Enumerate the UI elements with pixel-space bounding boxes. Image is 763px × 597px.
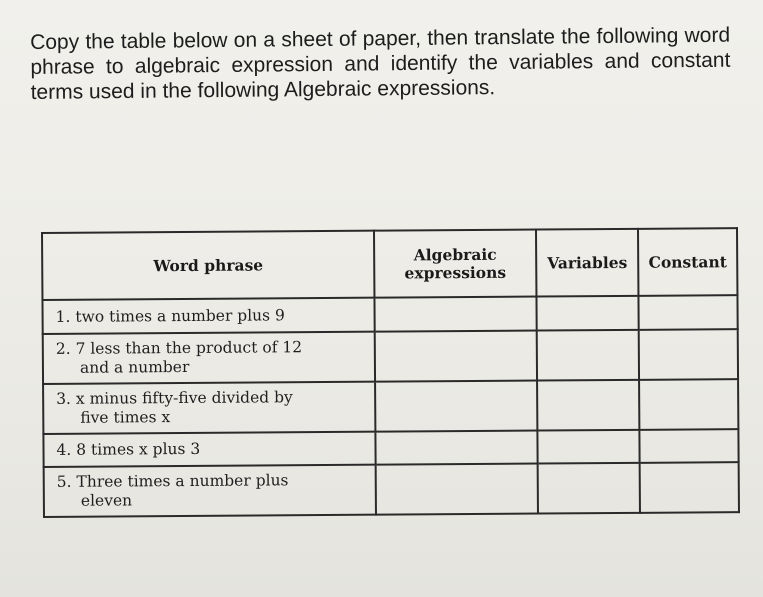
word-phrase-cell bbox=[43, 382, 375, 434]
word-phrase-cell bbox=[44, 465, 376, 517]
table-header-row bbox=[42, 228, 737, 300]
word-phrase-text: 2. 7 less than the product of 12 bbox=[55, 338, 303, 358]
constant-answer-cell bbox=[639, 379, 738, 430]
algebraic-expression-answer-cell bbox=[375, 381, 537, 432]
word-phrase-text: 1. two times a number plus 9 bbox=[55, 305, 285, 326]
constant-answer-cell bbox=[639, 429, 738, 463]
instructions-paragraph: Copy the table below on a sheet of paper, then translate the following word phrase to algebraic expression and identify the variables and constant terms used in the following Algebraic expressions. bbox=[30, 23, 731, 104]
algebraic-expression-answer-cell bbox=[375, 431, 537, 465]
table-row bbox=[43, 379, 738, 434]
algebraic-expression-answer-cell bbox=[375, 331, 537, 382]
constant-answer-cell bbox=[639, 329, 738, 380]
header-algebraic-expressions: Algebraic expressions bbox=[374, 230, 536, 298]
constant-answer-cell bbox=[640, 462, 739, 513]
variables-answer-cell bbox=[537, 430, 639, 464]
table-row bbox=[43, 429, 738, 467]
word-phrase-text: 4. 8 times x plus 3 bbox=[56, 439, 201, 459]
variables-answer-cell bbox=[538, 463, 640, 514]
table-row bbox=[44, 462, 739, 517]
word-phrase-text-continued: and a number bbox=[79, 357, 190, 377]
table-row bbox=[43, 329, 738, 384]
word-phrase-text-continued: eleven bbox=[80, 491, 133, 510]
header-word-phrase: Word phrase bbox=[42, 231, 374, 300]
word-phrase-cell bbox=[43, 432, 375, 467]
variables-answer-cell bbox=[537, 380, 639, 431]
word-phrase-text: 3. x minus fifty-five divided by bbox=[56, 388, 293, 408]
word-phrase-cell bbox=[42, 298, 374, 334]
algebraic-expression-answer-cell bbox=[376, 464, 538, 515]
worksheet-table bbox=[41, 227, 740, 518]
header-constant: Constant bbox=[638, 228, 737, 296]
word-phrase-text: 5. Three times a number plus bbox=[56, 471, 289, 491]
constant-answer-cell bbox=[638, 295, 737, 330]
word-phrase-cell bbox=[43, 332, 375, 384]
variables-answer-cell bbox=[536, 296, 638, 331]
worksheet-table-container bbox=[41, 227, 740, 518]
table-row bbox=[42, 295, 737, 334]
word-phrase-text-continued: five times x bbox=[80, 408, 171, 427]
header-variables: Variables bbox=[536, 229, 638, 297]
variables-answer-cell bbox=[537, 330, 639, 381]
algebraic-expression-answer-cell bbox=[374, 297, 536, 332]
